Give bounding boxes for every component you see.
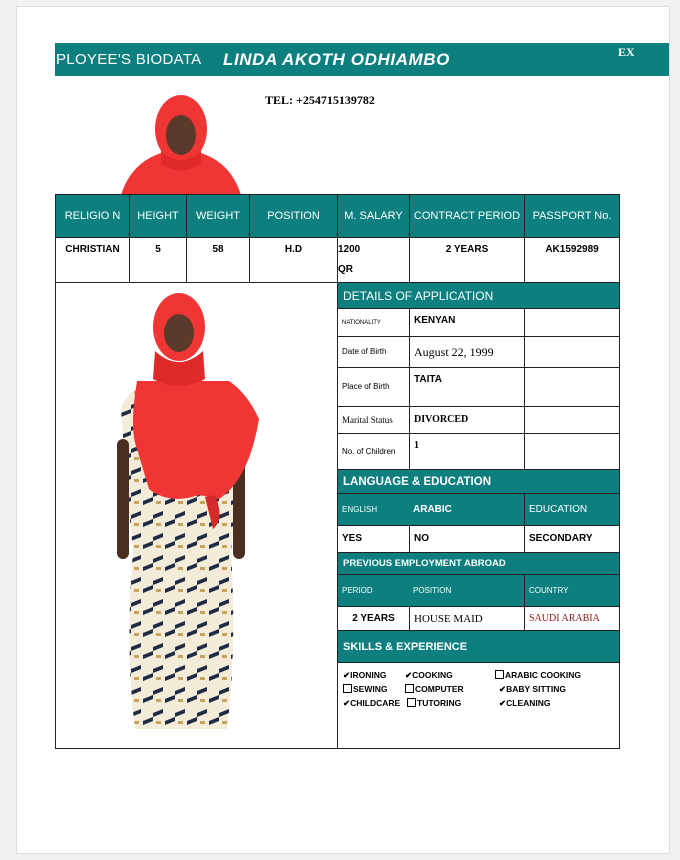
skills-title: SKILLS & EXPERIENCE — [337, 630, 620, 663]
label-nationality: NATIONALITY — [337, 308, 410, 337]
title-banner — [55, 43, 669, 76]
header-contract: CONTRACT PERIOD — [409, 194, 525, 238]
header-position: POSITION — [249, 194, 338, 238]
check-icon: ✔ — [499, 698, 507, 708]
biodata-page — [16, 6, 670, 854]
value-english: YES — [337, 525, 410, 553]
header-religion: RELIGIO N — [55, 194, 130, 238]
check-icon: ✔ — [499, 684, 507, 694]
skill-arabic-cooking: ARABIC COOKING — [495, 670, 581, 680]
value-weight: 58 — [186, 237, 250, 283]
label-children: No. of Children — [337, 433, 410, 470]
value-dob: August 22, 1999 — [409, 336, 525, 368]
header-period: PERIOD — [337, 574, 410, 607]
value-contract: 2 YEARS — [409, 237, 525, 283]
skill-cleaning: ✔CLEANING — [499, 698, 551, 708]
value-education: SECONDARY — [524, 525, 620, 553]
headshot-photo — [121, 89, 241, 195]
skill-tutoring: TUTORING — [407, 698, 461, 708]
header-arabic: ARABIC — [409, 493, 525, 526]
value-country: SAUDI ARABIA — [524, 606, 620, 631]
header-height: HEIGHT — [129, 194, 187, 238]
value-religion: CHRISTIAN — [55, 237, 130, 283]
salary-amount: 1200 — [338, 244, 361, 255]
telephone: TEL: +254715139782 — [265, 93, 375, 107]
check-icon: ✔ — [343, 670, 351, 680]
skill-cooking: ✔COOKING — [405, 670, 453, 680]
value-place-of-birth: TAITA — [409, 367, 525, 407]
details-title: DETAILS OF APPLICATION — [337, 282, 620, 309]
header-education: EDUCATION — [524, 493, 620, 526]
checkbox-icon — [407, 698, 416, 707]
salary-currency: QR — [338, 264, 353, 275]
skill-childcare: ✔CHILDCARE — [343, 698, 401, 708]
value-nationality: KENYAN — [409, 308, 525, 337]
header-english: ENGLISH — [337, 493, 410, 526]
extra-children — [524, 433, 620, 470]
value-height: 5 — [129, 237, 187, 283]
check-icon: ✔ — [343, 698, 351, 708]
label-dob: Date of Birth — [337, 336, 410, 368]
header-passport: PASSPORT No. — [524, 194, 620, 238]
check-icon: ✔ — [405, 670, 413, 680]
value-children: 1 — [409, 433, 525, 470]
header-salary: M. SALARY — [337, 194, 410, 238]
employment-title: PREVIOUS EMPLOYMENT ABROAD — [337, 552, 620, 575]
language-title: LANGUAGE & EDUCATION — [337, 469, 620, 494]
extra-dob — [524, 336, 620, 368]
label-marital-status: Marital Status — [337, 406, 410, 434]
value-arabic: NO — [409, 525, 525, 553]
value-position: H.D — [249, 237, 338, 283]
applicant-name: LINDA AKOTH ODHIAMBO — [223, 50, 450, 69]
value-emp-position: HOUSE MAID — [409, 606, 525, 631]
header-emp-position: POSITION — [409, 574, 525, 607]
checkbox-icon — [495, 670, 504, 679]
skill-ironing: ✔IRONING — [343, 670, 387, 680]
value-period: 2 YEARS — [337, 606, 410, 631]
document-label: PLOYEE'S BIODATA — [56, 51, 202, 68]
value-passport: AK1592989 — [524, 237, 620, 283]
skill-sewing: SEWING — [343, 684, 387, 694]
checkbox-icon — [343, 684, 352, 693]
value-salary — [337, 237, 410, 283]
label-place-of-birth: Place of Birth — [337, 367, 410, 407]
skill-baby-sitting: ✔BABY SITTING — [499, 684, 566, 694]
skill-computer: COMPUTER — [405, 684, 464, 694]
header-weight: WEIGHT — [186, 194, 250, 238]
extra-place-of-birth — [524, 367, 620, 407]
checkbox-icon — [405, 684, 414, 693]
corner-text: EX — [618, 45, 635, 59]
extra-nationality — [524, 308, 620, 337]
header-country: COUNTRY — [524, 574, 620, 607]
full-body-photo — [109, 289, 259, 741]
value-marital-status: DIVORCED — [409, 406, 525, 434]
extra-marital-status — [524, 406, 620, 434]
